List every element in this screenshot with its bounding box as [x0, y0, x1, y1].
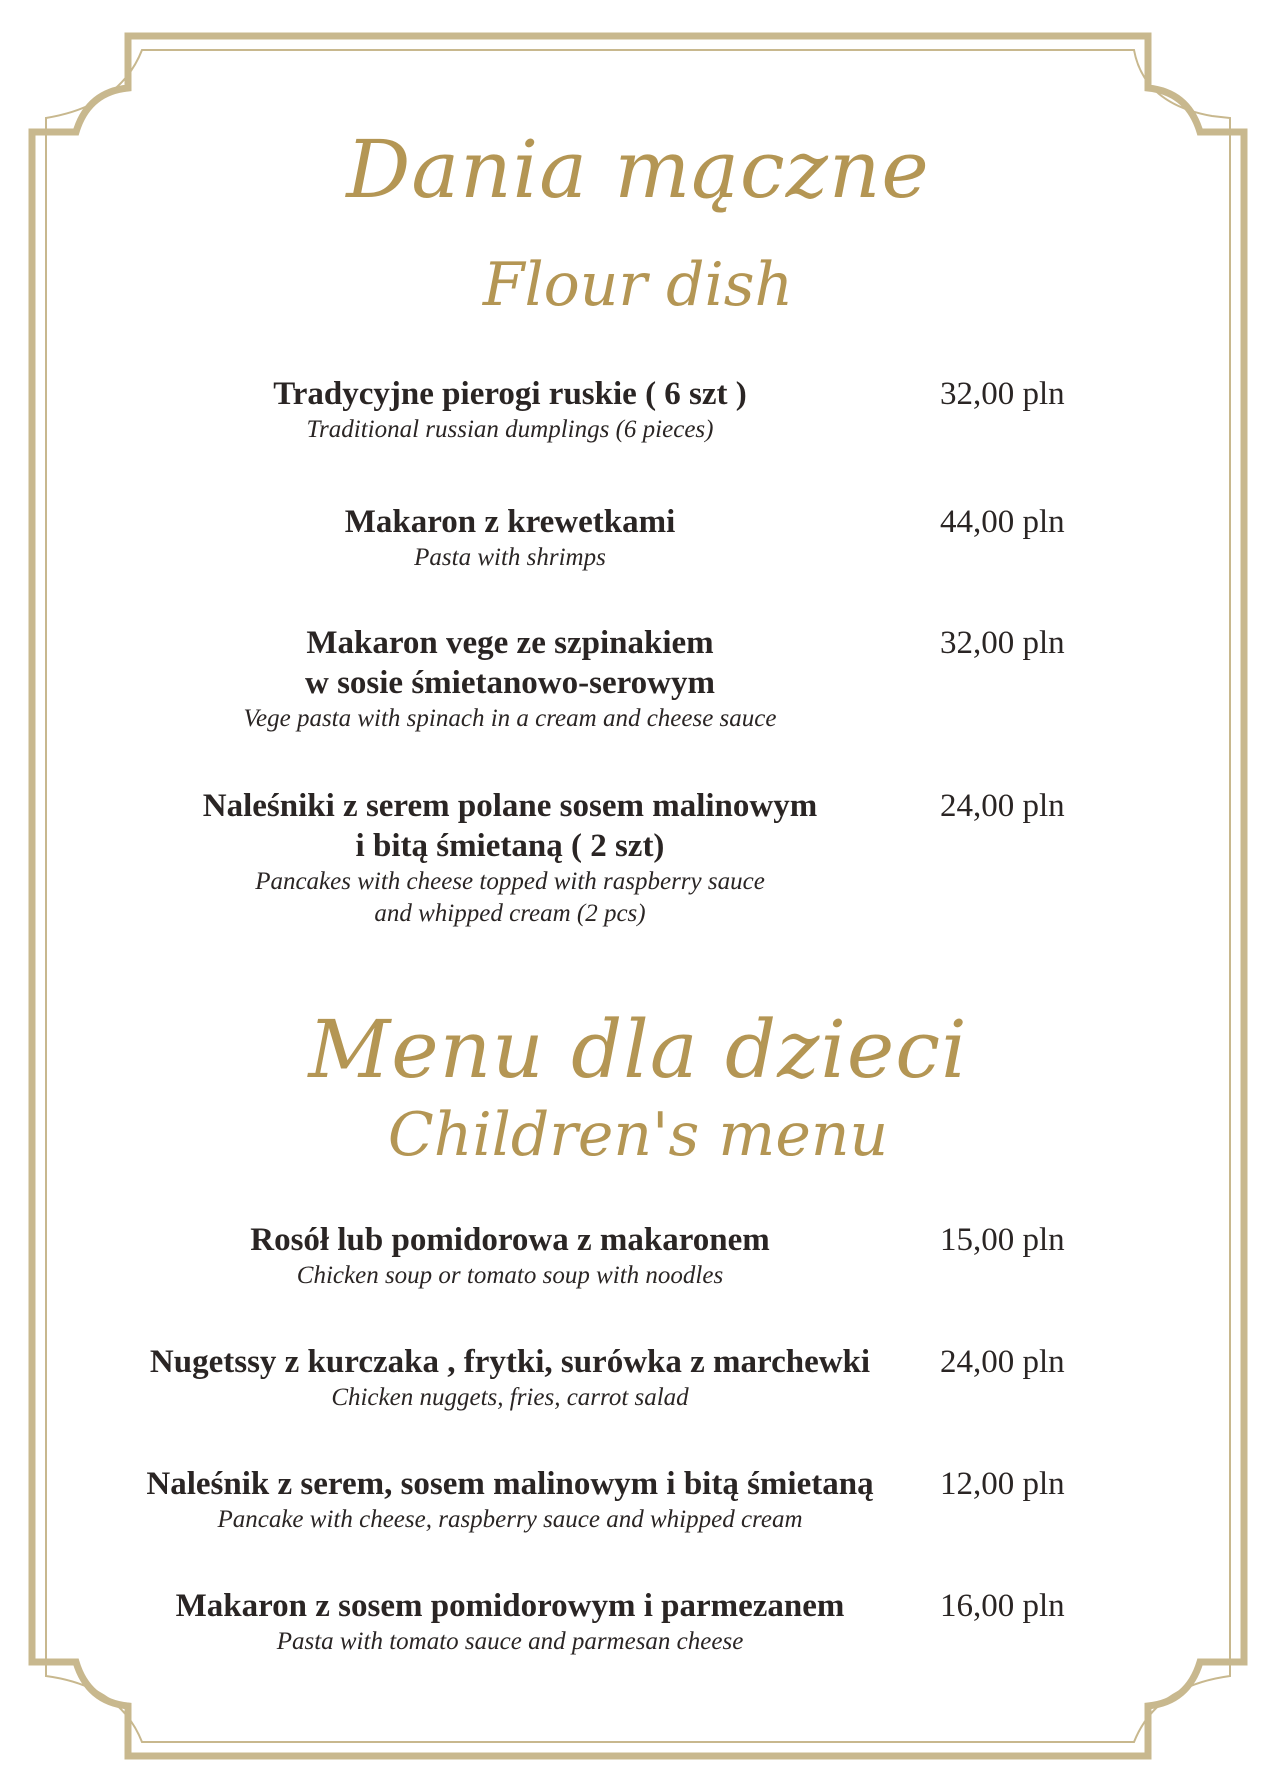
- menu-item: [60, 1342, 960, 1414]
- item-price: 16,00 pln: [940, 1588, 1065, 1624]
- item-description: Chicken nuggets, fries, carrot salad: [331, 1384, 689, 1411]
- menu-item: [60, 786, 960, 930]
- item-description: Pasta with tomato sauce and parmesan cheese: [276, 1628, 744, 1655]
- section-subtitle-children: Children's menu: [387, 1100, 889, 1170]
- item-name: Tradycyjne pierogi ruskie ( 6 szt ): [273, 376, 747, 412]
- item-price: 24,00 pln: [940, 1344, 1065, 1380]
- menu-item: [60, 1464, 960, 1536]
- item-description: Chicken soup or tomato soup with noodles: [296, 1262, 724, 1289]
- item-description: Traditional russian dumplings (6 pieces): [306, 416, 714, 443]
- menu-item: [60, 374, 960, 446]
- item-name: Rosół lub pomidorowa z makaronem: [250, 1222, 770, 1258]
- item-name: Nugetssy z kurczaka , frytki, surówka z marchewki: [149, 1344, 871, 1380]
- item-name: Makaron vege ze szpinakiem: [306, 625, 714, 661]
- item-price: 15,00 pln: [940, 1222, 1065, 1258]
- menu-item: [60, 1220, 960, 1292]
- item-price: 12,00 pln: [940, 1466, 1065, 1502]
- item-description: and whipped cream (2 pcs): [374, 900, 646, 927]
- item-price: 32,00 pln: [940, 625, 1065, 661]
- section-title-children: Menu dla dzieci: [308, 1003, 968, 1096]
- item-price: 24,00 pln: [940, 788, 1065, 824]
- menu-item: [60, 502, 960, 574]
- item-name: Naleśnik z serem, sosem malinowym i bitą śmietaną: [146, 1466, 874, 1502]
- menu-item: [60, 1586, 960, 1658]
- item-name: Naleśniki z serem polane sosem malinowym: [202, 788, 818, 824]
- item-price: 32,00 pln: [940, 376, 1065, 412]
- item-name: Makaron z krewetkami: [344, 504, 676, 540]
- menu-item: [60, 623, 960, 735]
- item-name: i bitą śmietaną ( 2 szt): [355, 828, 665, 864]
- section-title-flour: Dania mączne: [346, 123, 930, 216]
- item-description: Vege pasta with spinach in a cream and cheese sauce: [243, 705, 777, 732]
- section-subtitle-flour: Flour dish: [482, 250, 794, 320]
- item-description: Pasta with shrimps: [414, 544, 606, 571]
- item-name: w sosie śmietanowo-serowym: [304, 665, 715, 701]
- item-name: Makaron z sosem pomidorowym i parmezanem: [175, 1588, 845, 1624]
- item-price: 44,00 pln: [940, 504, 1065, 540]
- item-description: Pancake with cheese, raspberry sauce and whipped cream: [217, 1506, 803, 1533]
- item-description: Pancakes with cheese topped with raspberry sauce: [255, 868, 765, 895]
